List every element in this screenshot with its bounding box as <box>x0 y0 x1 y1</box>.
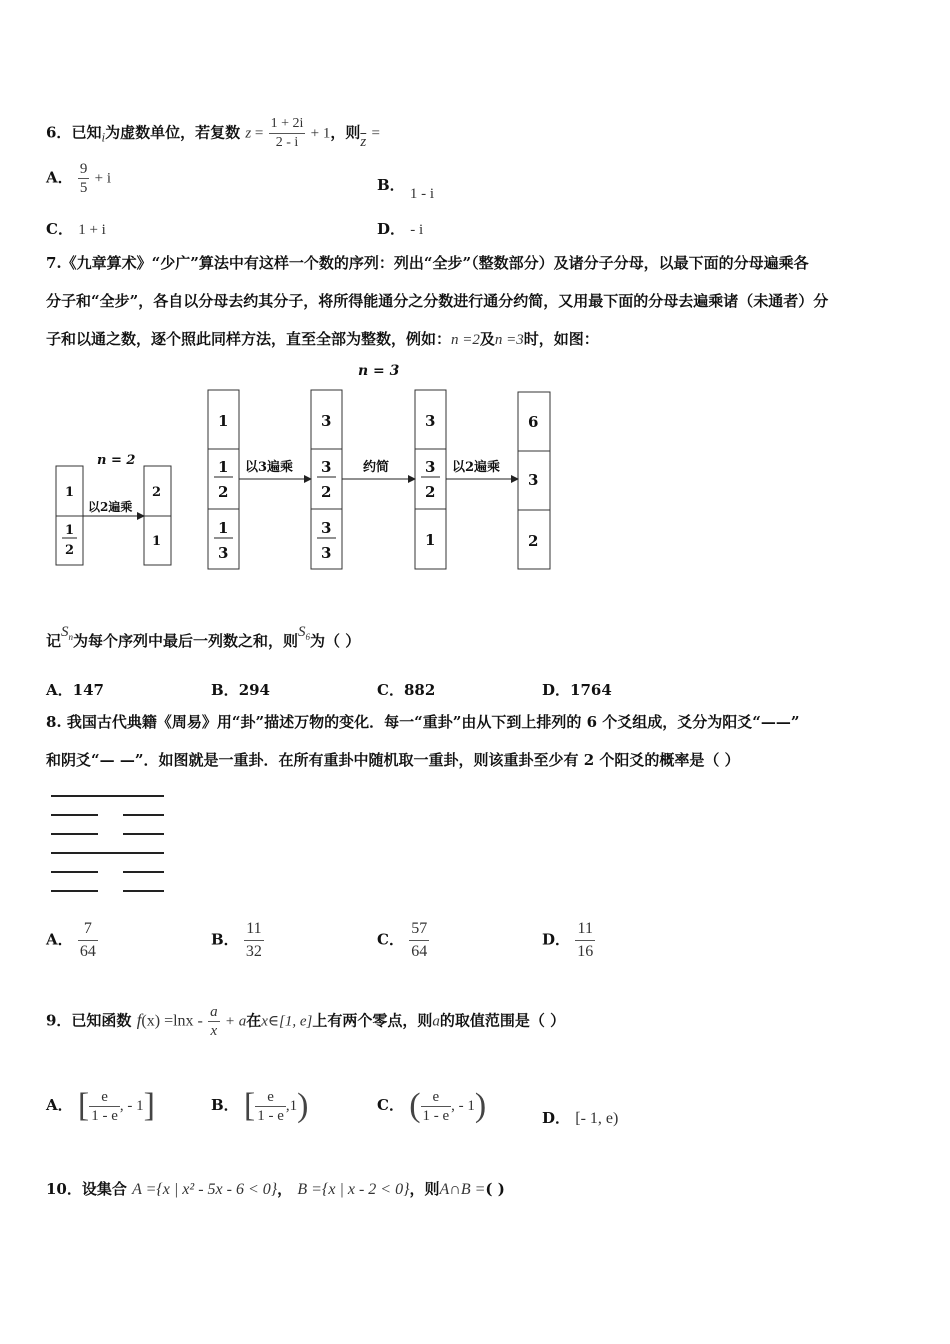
q8-option-c[interactable]: C． $\frac{57}{64}$ <box>377 918 429 963</box>
yao-line <box>51 871 98 873</box>
svg-text:1: 1 <box>65 523 75 538</box>
n3-arrow1-label: 以3遍乘 <box>245 460 294 475</box>
svg-text:1: 1 <box>425 531 436 549</box>
q7-ask: 记$S_n$为每个序列中最后一列数之和，则$S_6$为（ ） <box>46 624 361 650</box>
svg-text:3: 3 <box>321 458 332 476</box>
yao-line <box>123 890 164 892</box>
svg-text:2: 2 <box>425 483 436 501</box>
svg-text:3: 3 <box>218 544 229 562</box>
svg-text:1: 1 <box>218 519 229 537</box>
svg-text:2: 2 <box>528 532 539 550</box>
svg-text:1: 1 <box>152 534 162 549</box>
q7-option-c[interactable]: C．882 <box>377 681 436 699</box>
q9-option-a[interactable]: A． [ $\frac{e}{1 - e}$ , - 1] <box>46 1087 155 1124</box>
q6-option-c[interactable]: C． 1 + i <box>46 220 106 238</box>
svg-text:2: 2 <box>218 483 229 501</box>
n2-arrow-label: 以2遍乘 <box>88 500 133 514</box>
q6-stem: 6．已知$_i$为虚数单位，若复数 z = $\frac{1 + 2i}{2 - i}$ + 1，则$\overline{z}$ = <box>46 116 380 150</box>
n3-label: n = 3 <box>358 363 400 379</box>
q9-option-d[interactable]: D． [- 1, e) <box>542 1109 619 1127</box>
q8-option-b[interactable]: B． $\frac{11}{32}$ <box>211 918 264 963</box>
svg-text:6: 6 <box>528 413 539 431</box>
q7-option-d[interactable]: D．1764 <box>542 681 612 699</box>
svg-text:3: 3 <box>425 458 436 476</box>
yao-line <box>51 890 98 892</box>
yao-line <box>51 795 164 797</box>
svg-text:1: 1 <box>65 485 75 500</box>
q8-option-d[interactable]: D． $\frac{11}{16}$ <box>542 918 595 963</box>
q9-stem: 9．已知函数 f(x) =lnx - $\frac{a}{x}$ + a在x∈[1, e]上有两个零点，则a的取值范围是（ ） <box>46 1004 566 1039</box>
q8-option-a[interactable]: A． $\frac{7}{64}$ <box>46 918 98 963</box>
n3-arrow3-label: 以2遍乘 <box>452 460 501 475</box>
n2-label: n = 2 <box>97 453 136 468</box>
q7-stem: 7.《九章算术》“少广”算法中有这样一个数的序列：列出“全步”（整数部分）及诸分子分母，以最下面的分母遍乘各 分子和“全步”，各自以分母去约其分子，将所得能通分之分数进行通分约简，又用最下面的分母去遍乘诸（未通者）分 子和以通之数，逐个照此同样方法，直至全部为整数，例如：n =2及n =3时，如图： <box>46 254 829 348</box>
svg-text:3: 3 <box>425 412 436 430</box>
q9-option-b[interactable]: B． [ $\frac{e}{1 - e}$ ,1) <box>211 1087 309 1124</box>
svg-text:2: 2 <box>321 483 332 501</box>
yao-line <box>123 871 164 873</box>
yao-line <box>51 852 164 854</box>
q6-option-b[interactable]: B． 1 - i <box>377 176 435 202</box>
q7-figure <box>0 355 950 585</box>
q10-stem: 10．设集合 A ={x | x² - 5x - 6 < 0}， B ={x | x - 2 < 0}，则A∩B =( ) <box>46 1180 505 1198</box>
q7-option-b[interactable]: B．294 <box>211 681 270 699</box>
q6-option-d[interactable]: D． - i <box>377 220 424 238</box>
yao-line <box>51 814 98 816</box>
q6-option-a[interactable]: A． $\frac{9}{5}$ + i <box>46 161 111 196</box>
yao-line <box>51 833 98 835</box>
q8-stem: 8. 我国古代典籍《周易》用“卦”描述万物的变化．每一“重卦”由从下到上排列的 6 个爻组成，爻分为阳爻“——” 和阴爻“— —”．如图就是一重卦．在所有重卦中随机取一重卦，则该重卦至少有 2 个阳爻的概率是（ ） <box>46 713 800 769</box>
svg-text:3: 3 <box>321 412 332 430</box>
n3-arrow2-label: 约简 <box>363 460 390 475</box>
svg-text:2: 2 <box>152 485 162 500</box>
svg-text:3: 3 <box>321 519 332 537</box>
q7-option-a[interactable]: A．147 <box>46 681 104 699</box>
q6-number: 6． <box>46 123 72 142</box>
svg-text:3: 3 <box>321 544 332 562</box>
yao-line <box>123 833 164 835</box>
svg-text:1: 1 <box>218 412 229 430</box>
svg-text:3: 3 <box>528 471 539 489</box>
svg-text:1: 1 <box>218 458 229 476</box>
q6-fraction: $\frac{1 + 2i}{2 - i}$ <box>270 116 304 150</box>
svg-text:2: 2 <box>65 543 75 558</box>
yao-line <box>123 814 164 816</box>
q9-option-c[interactable]: C． ( $\frac{e}{1 - e}$ , - 1) <box>377 1087 487 1124</box>
